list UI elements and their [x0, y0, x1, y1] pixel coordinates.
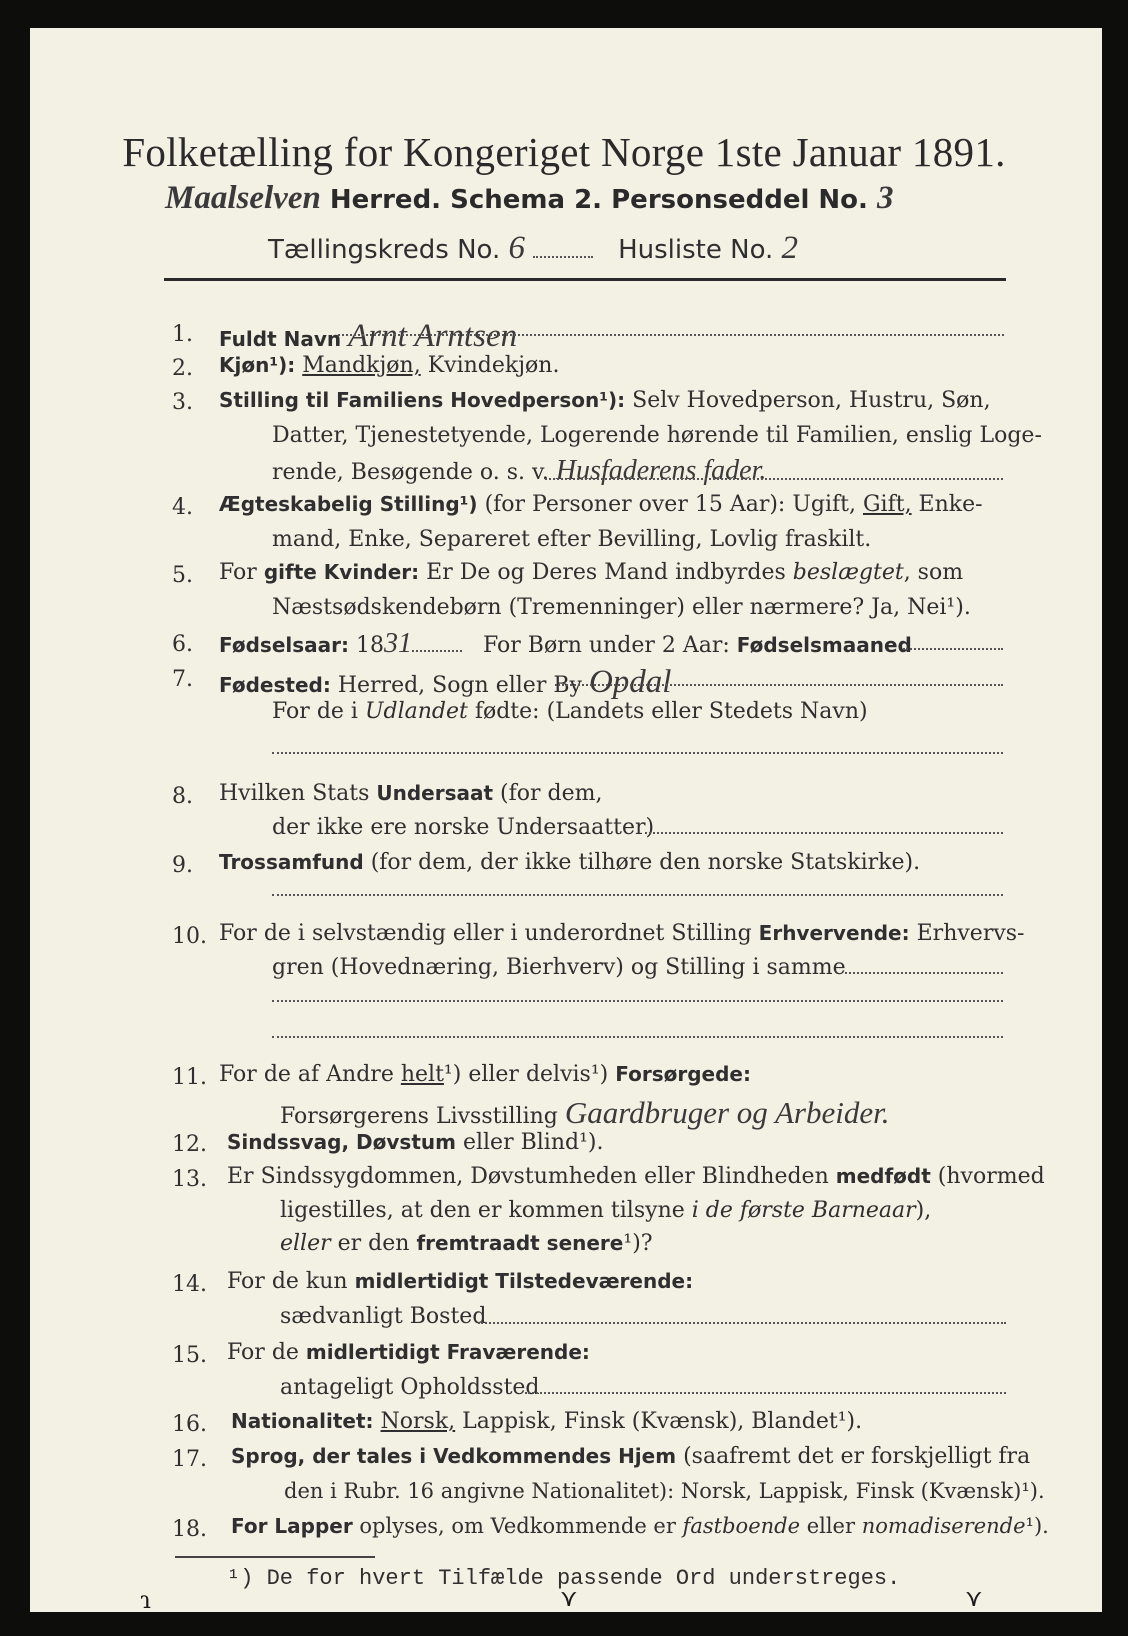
stilling-value: Husfaderens fader. [555, 455, 767, 486]
item-fuldt-navn: Fuldt Navn Arnt Arntsen [219, 318, 518, 354]
husliste-value: 2 [781, 230, 799, 266]
footnote: ¹) De for hvert Tilfælde passende Ord understreges. [227, 1566, 901, 1591]
item-kjon: Kjøn¹): Mandkjøn, Kvindekjøn. [219, 353, 560, 378]
personseddel-value: 3 [876, 180, 894, 216]
tick-mark-icon: ⋎ [560, 1584, 578, 1612]
personseddel-label: Personseddel No. [611, 185, 868, 215]
kreds-label: Tællingskreds No. [268, 235, 501, 265]
schema-label: Schema 2. [450, 185, 603, 215]
item-midlertidigt-tilstede: For de kun midlertidigt Tilstedeværende: [227, 1269, 694, 1294]
item-trossamfund: Trossamfund (for dem, der ikke tilhøre den norske Statskirke). [219, 850, 921, 875]
item-aegteskab: Ægteskabelig Stilling¹) (for Personer over 15 Aar): Ugift, Gift, Enke- [219, 492, 983, 517]
kreds-value: 6 [508, 230, 526, 266]
item-fravaerende: For de midlertidigt Fraværende: [227, 1340, 590, 1365]
form-title: Folketælling for Kongeriget Norge 1ste Januar 1891. [122, 129, 1006, 175]
item-sindssvag: Sindssvag, Døvstum eller Blind¹). [227, 1130, 604, 1155]
item-nationalitet: Nationalitet: Norsk, Lappisk, Finsk (Kvænsk), Blandet¹). [231, 1409, 863, 1434]
tick-mark-icon: ɿ [140, 1586, 151, 1614]
item-lapper: For Lapper oplyses, om Vedkommende er fastboende eller nomadiserende¹). [231, 1514, 1049, 1538]
fodested-value: Opdal [588, 664, 672, 700]
item-number: 1. [172, 322, 193, 347]
forsorger-value: Gaardbruger og Arbeider. [564, 1095, 890, 1130]
herred-line [165, 180, 893, 217]
birth-year-value: 31 [384, 628, 412, 659]
item-stilling: Stilling til Familiens Hovedperson¹): Selv Hovedperson, Hustru, Søn, [219, 388, 991, 413]
item-forsorgede: For de af Andre helt¹) eller delvis¹) Forsørgede: [219, 1062, 751, 1087]
item-medfodt: Er Sindssygdommen, Døvstumheden eller Blindheden medfødt (hvormed [227, 1164, 1045, 1189]
item-sprog: Sprog, der tales i Vedkommendes Hjem (saafremt det er forskjelligt fra [231, 1444, 1031, 1469]
item-undersaat: Hvilken Stats Undersaat (for dem, [219, 781, 603, 806]
item-erhverv: For de i selvstændig eller i underordnet Stilling Erhvervende: Erhvervs- [219, 921, 1025, 946]
herred-label: Herred. [329, 185, 442, 215]
kreds-line [268, 230, 798, 267]
tick-mark-icon: ⋎ [965, 1584, 983, 1612]
name-value: Arnt Arntsen [348, 318, 518, 354]
herred-value: Maalselven [165, 180, 321, 216]
item-gifte-kvinder: For gifte Kvinder: Er De og Deres Mand indbyrdes beslægtet, som [219, 560, 964, 585]
item-fodested: Fødested: Herred, Sogn eller By Opdal [219, 664, 672, 700]
header-divider [164, 278, 1006, 281]
item-fodselsaar: Fødselsaar: 1831 For Børn under 2 Aar: Fødselsmaaned [219, 628, 912, 659]
husliste-label: Husliste No. [618, 235, 774, 265]
footnote-divider [175, 1556, 375, 1558]
